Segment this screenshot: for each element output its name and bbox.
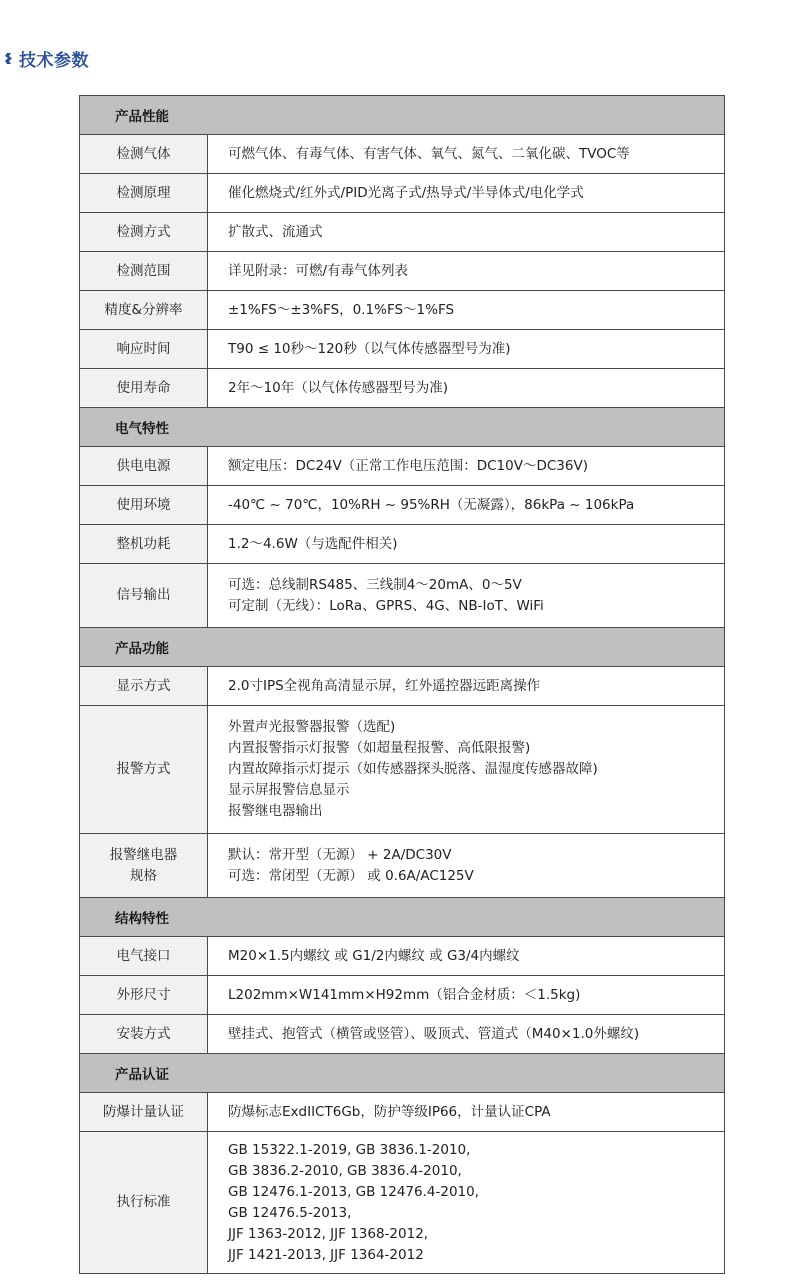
row-label: 使用寿命 (80, 369, 208, 408)
row-value: T90 ≤ 10秒～120秒（以气体传感器型号为准) (208, 330, 725, 369)
wrench-icon (2, 49, 16, 69)
row-label: 执行标准 (80, 1132, 208, 1274)
table-row (80, 834, 725, 898)
row-label: 信号输出 (80, 564, 208, 628)
table-row (80, 135, 725, 174)
table-row (80, 369, 725, 408)
section-title: 结构特性 (80, 898, 725, 937)
row-value: 防爆标志ExdIICT6Gb，防护等级IP66，计量认证CPA (208, 1093, 725, 1132)
table-row (80, 1132, 725, 1274)
table-row (80, 291, 725, 330)
table-row (80, 667, 725, 706)
row-label: 精度&分辨率 (80, 291, 208, 330)
row-value: 2.0寸IPS全视角高清显示屏，红外遥控器远距离操作 (208, 667, 725, 706)
section-title: 电气特性 (80, 408, 725, 447)
table-row (80, 447, 725, 486)
row-value: GB 15322.1-2019, GB 3836.1-2010, GB 3836.2-2010, GB 3836.4-2010, GB 12476.1-2013, GB 12476.4-2010, GB 12476.5-2013, JJF 1363-2012, JJF 1368-2012, JJF 1421-2013, JJF 1364-2012 (208, 1132, 725, 1274)
row-value: 扩散式、流通式 (208, 213, 725, 252)
section-header-certification (80, 1054, 725, 1093)
section-header-structure (80, 898, 725, 937)
row-value: 可燃气体、有毒气体、有害气体、氧气、氮气、二氧化碳、TVOC等 (208, 135, 725, 174)
row-label: 响应时间 (80, 330, 208, 369)
table-row (80, 564, 725, 628)
row-label: 防爆计量认证 (80, 1093, 208, 1132)
row-label: 供电电源 (80, 447, 208, 486)
row-value: ±1%FS～±3%FS，0.1%FS～1%FS (208, 291, 725, 330)
row-label: 检测范围 (80, 252, 208, 291)
row-label: 报警方式 (80, 706, 208, 834)
row-value: 壁挂式、抱管式（横管或竖管）、吸顶式、管道式（M40×1.0外螺纹) (208, 1015, 725, 1054)
row-value: -40℃ ~ 70℃，10%RH ~ 95%RH（无凝露），86kPa ~ 106kPa (208, 486, 725, 525)
table-row (80, 525, 725, 564)
section-header-performance (80, 96, 725, 135)
row-value: 外置声光报警器报警（选配) 内置报警指示灯报警（如超量程报警、高低限报警) 内置故障指示灯提示（如传感器探头脱落、温湿度传感器故障) 显示屏报警信息显示 报警继电器输出 (208, 706, 725, 834)
table-row (80, 937, 725, 976)
row-label: 电气接口 (80, 937, 208, 976)
row-value: 可选：总线制RS485、三线制4～20mA、0～5V 可定制（无线）：LoRa、GPRS、4G、NB-IoT、WiFi (208, 564, 725, 628)
row-value: 额定电压：DC24V（正常工作电压范围：DC10V～DC36V) (208, 447, 725, 486)
row-label: 安装方式 (80, 1015, 208, 1054)
row-value: 2年～10年（以气体传感器型号为准) (208, 369, 725, 408)
table-row (80, 213, 725, 252)
page-title (2, 46, 89, 71)
row-label: 显示方式 (80, 667, 208, 706)
row-value: 默认：常开型（无源） + 2A/DC30V 可选：常闭型（无源） 或 0.6A/AC125V (208, 834, 725, 898)
row-label: 报警继电器 规格 (80, 834, 208, 898)
spec-table (79, 95, 725, 1274)
section-title: 产品认证 (80, 1054, 725, 1093)
table-row (80, 174, 725, 213)
row-value: 详见附录：可燃/有毒气体列表 (208, 252, 725, 291)
table-row (80, 486, 725, 525)
row-label: 外形尺寸 (80, 976, 208, 1015)
row-label: 使用环境 (80, 486, 208, 525)
section-header-functions (80, 628, 725, 667)
row-value: M20×1.5内螺纹 或 G1/2内螺纹 或 G3/4内螺纹 (208, 937, 725, 976)
section-title: 产品性能 (80, 96, 725, 135)
row-value: 催化燃烧式/红外式/PID光离子式/热导式/半导体式/电化学式 (208, 174, 725, 213)
table-row (80, 252, 725, 291)
row-value: 1.2～4.6W（与选配件相关) (208, 525, 725, 564)
row-label: 检测气体 (80, 135, 208, 174)
table-row (80, 1093, 725, 1132)
table-row (80, 976, 725, 1015)
page-title-text: 技术参数 (19, 51, 89, 71)
table-row (80, 1015, 725, 1054)
row-label: 整机功耗 (80, 525, 208, 564)
table-row (80, 330, 725, 369)
row-label: 检测方式 (80, 213, 208, 252)
section-header-electrical (80, 408, 725, 447)
table-row (80, 706, 725, 834)
row-value: L202mm×W141mm×H92mm（铝合金材质：＜1.5kg) (208, 976, 725, 1015)
row-label: 检测原理 (80, 174, 208, 213)
section-title: 产品功能 (80, 628, 725, 667)
